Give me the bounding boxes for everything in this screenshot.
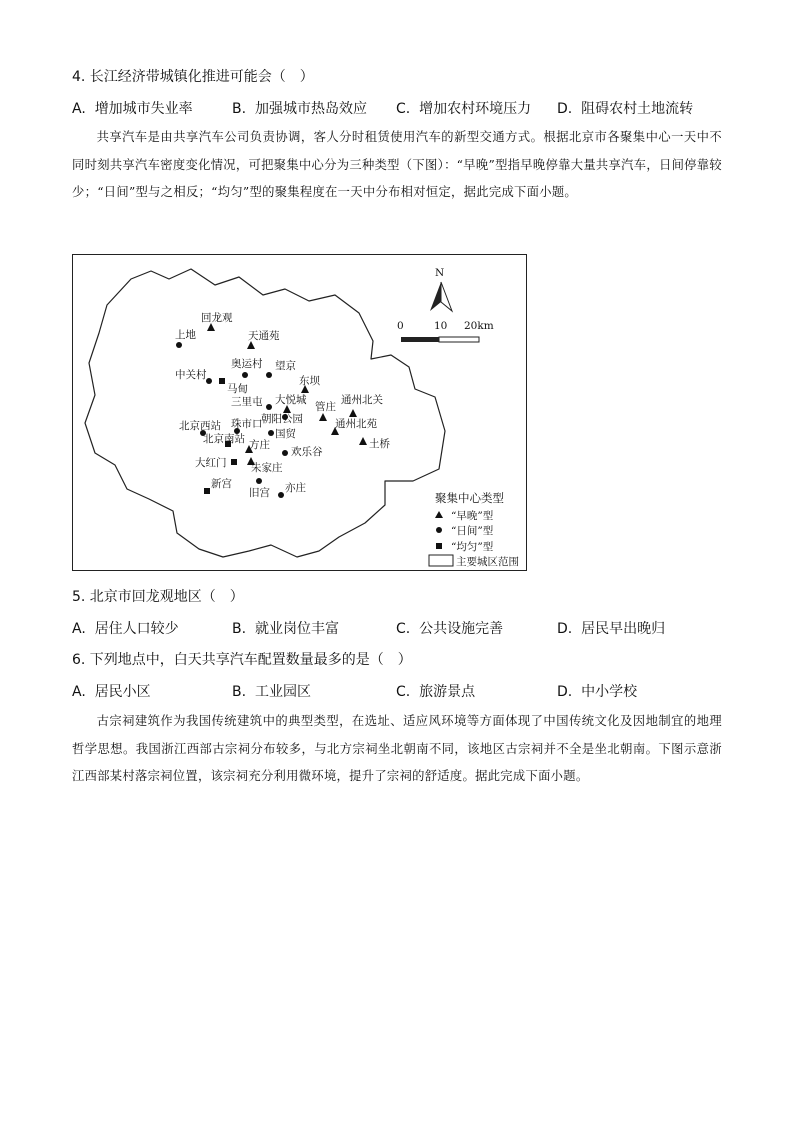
triangle-marker-icon [349,409,357,417]
place-label-sanlitun: 三里屯 [231,396,263,408]
q4-option-b[interactable] [232,98,367,118]
scale-bar [401,337,479,342]
circle-legend-icon [436,527,442,533]
north-arrow-icon [430,282,452,311]
place-label-zhushikou: 珠市口 [231,418,263,430]
option-key: B. [232,101,247,117]
q6-option-d[interactable] [557,681,637,701]
place-label-guomao: 国贸 [275,428,296,440]
square-marker-icon [231,459,237,465]
option-text: 工业园区 [254,684,311,700]
option-text: 加强城市热岛效应 [254,101,367,117]
circle-marker-icon [282,450,288,456]
q5-option-b[interactable] [232,618,339,638]
place-label-shangdi: 上地 [175,329,196,341]
place-label-aoyuncun: 奥运村 [231,358,263,370]
option-text: 增加农村环境压力 [419,101,532,117]
option-key: D. [557,621,573,637]
legend-uniform: “均匀”型 [451,541,494,553]
option-text: 居民早出晚归 [581,621,666,637]
place-label-tiantongyuan: 天通苑 [248,330,280,342]
option-text: 就业岗位丰富 [254,621,339,637]
option-key: C. [396,621,411,637]
question-5-stem: 5. 北京市回龙观地区（ ） [72,589,244,605]
q5-option-d[interactable] [557,618,665,638]
legend-daytime: “日间”型 [451,525,494,537]
place-label-jiugong: 旧宫 [249,487,270,499]
circle-marker-icon [176,342,182,348]
map-svg [73,255,528,572]
square-marker-icon [204,488,210,494]
scale-mid: 10 [434,320,448,332]
shared-car-passage: 共享汽车是由共享汽车公司负责协调，客人分时租赁使用汽车的新型交通方式。根据北京市各聚集中心一天中不同时刻共享汽车密度变化情况，可把聚集中心分为三种类型（下图）：“早晚”型指早晚停靠大量共享汽车，日间停靠较少；“日间”型与之相反；“均匀”型的聚集程度在一天中分布相对恒定，据此完成下面小题。 [72,130,722,199]
option-text: 阻碍农村土地流转 [581,101,694,117]
beijing-shared-car-map [72,254,527,571]
triangle-legend-icon [435,511,443,518]
option-text: 公共设施完善 [419,621,504,637]
area-legend-icon [429,555,453,566]
q6-option-a[interactable] [72,681,151,701]
q5-option-c[interactable] [396,618,503,638]
q4-option-d[interactable] [557,98,693,118]
question-4-stem: 4. 长江经济带城镇化推进可能会（ ） [72,69,314,85]
scale-end: 20km [464,320,494,332]
circle-marker-icon [266,404,272,410]
place-label-huilongguan: 回龙观 [201,312,233,324]
triangle-marker-icon [247,341,255,349]
circle-marker-icon [266,372,272,378]
place-label-beijing-south: 北京南站 [203,433,245,445]
triangle-marker-icon [319,413,327,421]
legend-title: 聚集中心类型 [435,491,504,505]
place-label-tongzhou-beiyuan: 通州北苑 [335,418,377,430]
square-legend-icon [436,543,442,549]
q6-option-b[interactable] [232,681,311,701]
circle-marker-icon [206,378,212,384]
option-key: B. [232,684,247,700]
place-label-beijing-west: 北京西站 [179,420,221,432]
legend-morning-evening: “早晚”型 [451,510,494,522]
option-key: A. [72,621,86,637]
option-text: 居住人口较少 [94,621,179,637]
option-text: 居民小区 [94,684,151,700]
q5-option-a[interactable] [72,618,179,638]
place-label-yizhuang: 亦庄 [285,482,306,494]
place-label-dahongmen: 大红门 [195,457,227,469]
circle-marker-icon [256,478,262,484]
question-6-stem: 6. 下列地点中，白天共享汽车配置数量最多的是（ ） [72,652,412,668]
option-text: 中小学校 [581,684,638,700]
option-key: A. [72,101,86,117]
place-label-huanlegu: 欢乐谷 [291,446,323,458]
option-key: A. [72,684,86,700]
q6-option-c[interactable] [396,681,475,701]
ancestral-hall-passage: 古宗祠建筑作为我国传统建筑中的典型类型，在选址、适应风环境等方面体现了中国传统文化及因地制宜的地理哲学思想。我国浙江西部古宗祠分布较多，与北方宗祠坐北朝南不同，该地区古宗祠并不全是坐北朝南。下图示意浙江西部某村落宗祠位置，该宗祠充分利用微环境，提升了宗祠的舒适度。据此完成下面小题。 [72,714,722,783]
option-text: 增加城市失业率 [94,101,193,117]
square-marker-icon [219,378,225,384]
q4-option-a[interactable] [72,98,193,118]
place-label-tuqiao: 土桥 [369,438,390,450]
circle-marker-icon [242,372,248,378]
option-key: C. [396,101,411,117]
option-key: D. [557,101,573,117]
place-label-wangjing: 望京 [275,360,296,372]
option-key: D. [557,684,573,700]
place-label-tongzhou-beiguan: 通州北关 [341,394,383,406]
triangle-marker-icon [207,323,215,331]
place-label-chaoyang-park: 朝阳公园 [261,413,303,425]
place-label-fangzhuang: 方庄 [249,439,270,451]
scale-zero: 0 [397,320,404,332]
option-text: 旅游景点 [419,684,476,700]
legend-area: 主要城区范围 [456,556,519,568]
triangle-marker-icon [283,405,291,413]
place-label-zhujiazhuang: 朱家庄 [251,462,283,474]
circle-marker-icon [268,430,274,436]
option-key: C. [396,684,411,700]
place-label-xingong: 新宫 [211,478,232,490]
place-label-dongba: 东坝 [299,375,320,387]
option-key: B. [232,621,247,637]
north-label: N [435,267,445,279]
q4-option-c[interactable] [396,98,531,118]
place-label-zhongguancun: 中关村 [175,369,207,381]
place-label-dayuecheng: 大悦城 [275,394,307,406]
place-label-guanzhuang: 管庄 [315,401,336,413]
circle-marker-icon [278,492,284,498]
place-label-madian: 马甸 [227,383,248,395]
triangle-marker-icon [359,437,367,445]
